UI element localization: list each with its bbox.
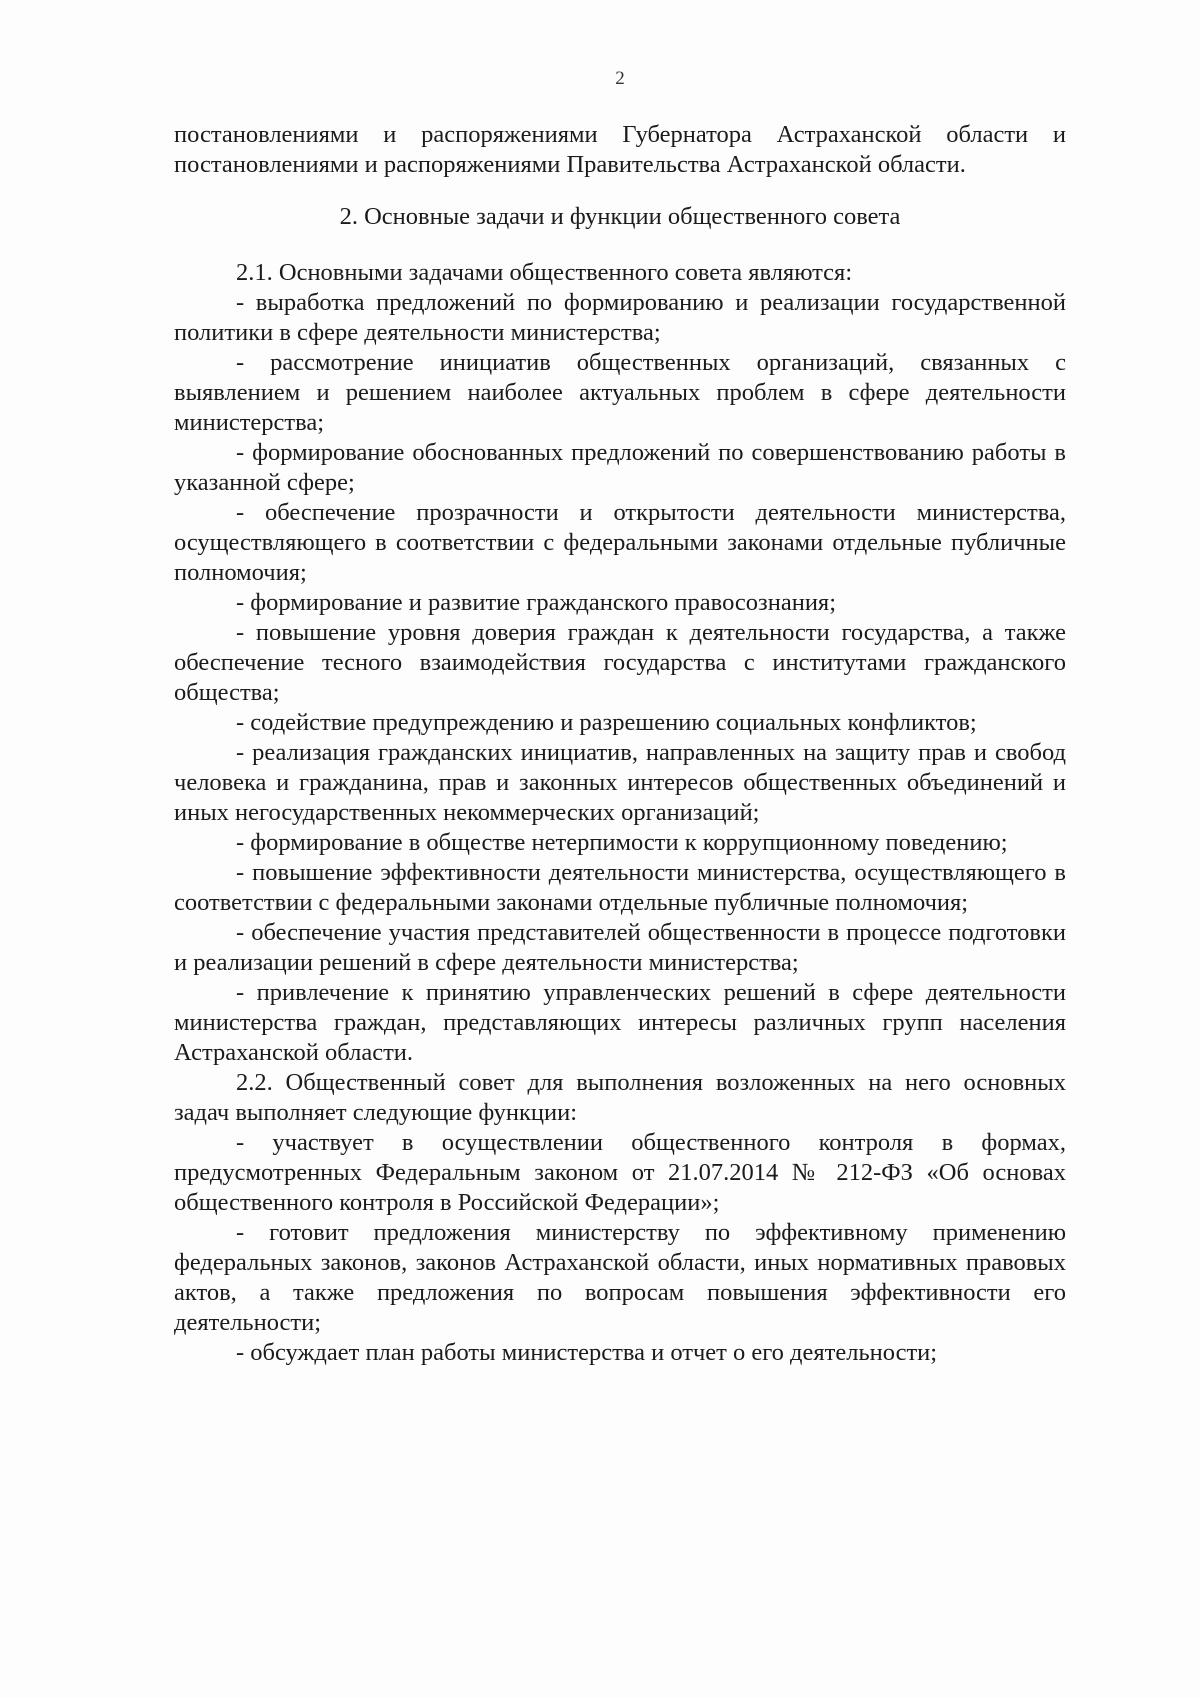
list-item: - выработка предложений по формированию и реализации государственной политики в сфере деятельности министерства;: [174, 289, 1066, 346]
list-item: - рассмотрение инициатив общественных организаций, связанных с выявлением и решением наиболее актуальных проблем в сфере деятельности министерства;: [174, 349, 1066, 436]
list-item: - участвует в осуществлении общественного контроля в формах, предусмотренных Федеральным законом от 21.07.2014 № 212-ФЗ «Об основах общественного контроля в Российской Федерации»;: [174, 1129, 1066, 1216]
list-item: - обеспечение участия представителей общественности в процессе подготовки и реализации решений в сфере деятельности министерства;: [174, 919, 1066, 976]
list-item: - обеспечение прозрачности и открытости деятельности министерства, осуществляющего в соответствии с федеральными законами отдельные публичные полномочия;: [174, 499, 1066, 586]
page-number: 2: [615, 68, 625, 89]
paragraph-2-2: 2.2. Общественный совет для выполнения возложенных на него основных задач выполняет следующие функции:: [174, 1069, 1066, 1126]
section-heading: 2. Основные задачи и функции общественного совета: [339, 203, 901, 230]
list-item: - содействие предупреждению и разрешению социальных конфликтов;: [236, 709, 977, 736]
list-item: - формирование и развитие гражданского правосознания;: [236, 589, 837, 616]
paragraph-2-1: 2.1. Основными задачами общественного совета являются:: [236, 259, 853, 286]
list-item: - формирование обоснованных предложений по совершенствованию работы в указанной сфере;: [174, 439, 1066, 496]
list-item: - готовит предложения министерству по эффективному применению федеральных законов, законов Астраханской области, иных нормативных правовых актов, а также предложения по вопросам повышения эффективности его деятельности;: [174, 1219, 1066, 1336]
list-item: - реализация гражданских инициатив, направленных на защиту прав и свобод человека и гражданина, прав и законных интересов общественных объединений и иных негосударственных некоммерческих организаций;: [174, 739, 1066, 826]
list-item: - повышение уровня доверия граждан к деятельности государства, а также обеспечение тесного взаимодействия государства с институтами гражданского общества;: [174, 619, 1066, 706]
list-item: - формирование в обществе нетерпимости к коррупционному поведению;: [236, 829, 1008, 856]
list-item: - привлечение к принятию управленческих решений в сфере деятельности министерства граждан, представляющих интересы различных групп населения Астраханской области.: [174, 979, 1066, 1066]
document-body: [174, 120, 1066, 1368]
paragraph-continuation: постановлениями и распоряжениями Губернатора Астраханской области и постановлениями и распоряжениями Правительства Астраханской области.: [174, 121, 1066, 178]
list-item: - повышение эффективности деятельности министерства, осуществляющего в соответствии с федеральными законами отдельные публичные полномочия;: [174, 859, 1066, 916]
list-item: - обсуждает план работы министерства и отчет о его деятельности;: [236, 1339, 938, 1366]
